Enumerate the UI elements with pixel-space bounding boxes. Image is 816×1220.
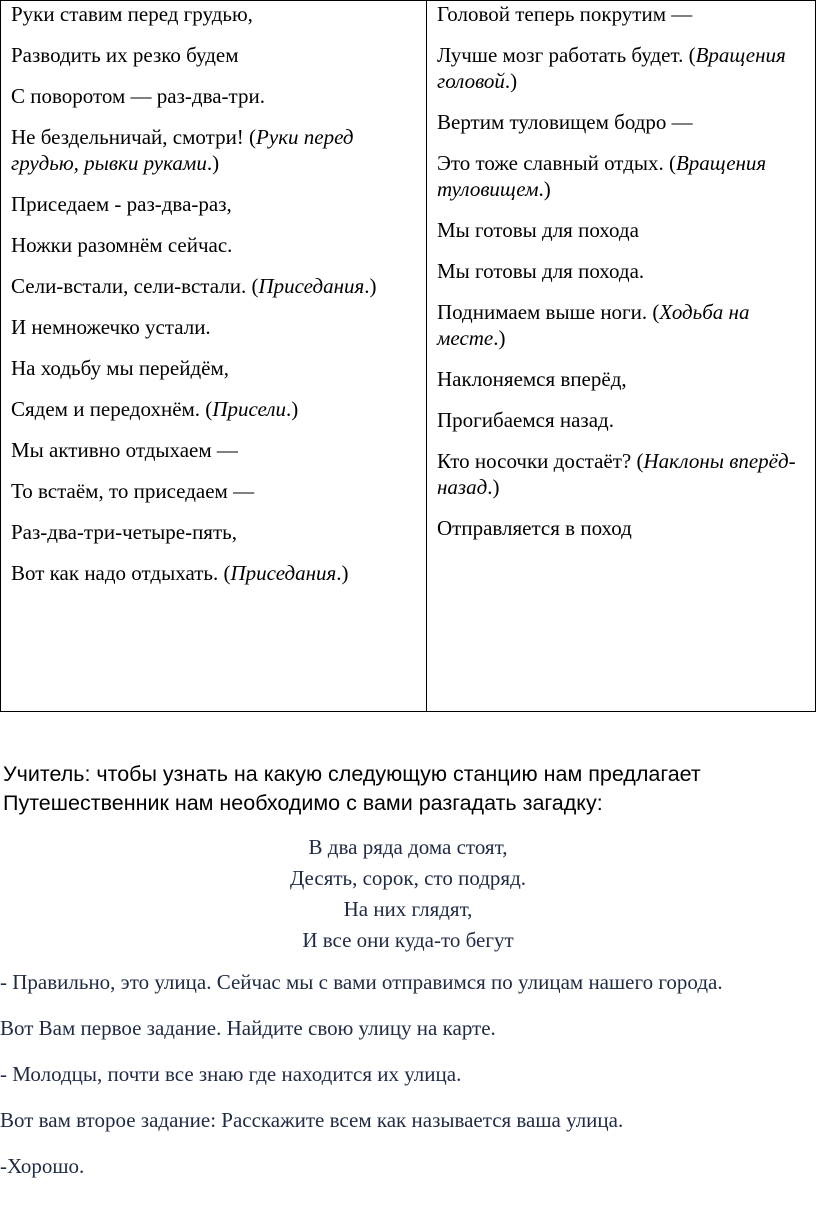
riddle-block bbox=[0, 832, 816, 956]
dialog-line: Вот Вам первое задание. Найдите свою улицу на карте. bbox=[0, 1016, 496, 1040]
poem-line bbox=[11, 273, 418, 299]
poem-line bbox=[11, 42, 418, 68]
poem-line bbox=[11, 560, 418, 586]
poem-line-stage-direction: Приседания bbox=[258, 274, 365, 298]
poem-line-text: Вертим туловищем бодро — bbox=[437, 110, 693, 134]
poem-line-text: И немножечко устали. bbox=[11, 315, 211, 339]
poem-line-punctuation: .) bbox=[285, 397, 299, 421]
poem-line-punctuation: .) bbox=[504, 69, 518, 93]
poem-line-text: Это тоже славный отдых. ( bbox=[437, 151, 676, 175]
poem-line bbox=[437, 150, 807, 202]
poem-line-text: Приседаем - раз-два-раз, bbox=[11, 192, 232, 216]
poem-line-text: Вот как надо отдыхать. ( bbox=[11, 561, 231, 585]
dialog-line: - Молодцы, почти все знаю где находится их улица. bbox=[0, 1062, 462, 1086]
poem-line-text: Сядем и передохнём. ( bbox=[11, 397, 213, 421]
poem-line-text: Кто носочки достаёт? ( bbox=[437, 449, 644, 473]
poem-line-text: Мы готовы для похода. bbox=[437, 259, 645, 283]
poem-line-text: Мы готовы для похода bbox=[437, 218, 639, 242]
poem-line bbox=[11, 1, 418, 27]
poem-line bbox=[437, 109, 807, 135]
poem-column-right bbox=[427, 1, 816, 712]
poem-line bbox=[11, 83, 418, 109]
poem-line bbox=[437, 217, 807, 243]
riddle-line: И все они куда-то бегут bbox=[302, 928, 514, 952]
dialog-line: -Хорошо. bbox=[0, 1154, 85, 1178]
poem-line-text: Руки ставим перед грудью, bbox=[11, 2, 253, 26]
poem-line-text: То встаём, то приседаем — bbox=[11, 479, 255, 503]
poem-line bbox=[437, 258, 807, 284]
poem-line-punctuation: .) bbox=[206, 151, 220, 175]
poem-line bbox=[11, 355, 418, 381]
riddle-line: В два ряда дома стоят, bbox=[308, 835, 508, 859]
poem-line bbox=[11, 232, 418, 258]
poem-line-text: Отправляется в поход bbox=[437, 516, 632, 540]
poem-line bbox=[437, 1, 807, 27]
poem-line-stage-direction: Приседания bbox=[230, 561, 337, 585]
poem-line-stage-direction: Руки перед грудью, рывки руками bbox=[11, 125, 354, 175]
poem-line bbox=[11, 396, 418, 422]
poem-line-text: Разводить их резко будем bbox=[11, 43, 239, 67]
poem-line-punctuation: .) bbox=[493, 326, 506, 350]
poem-line-text: Не бездельничай, смотри! ( bbox=[11, 125, 257, 149]
poem-line-stage-direction: Вращения головой bbox=[437, 43, 786, 93]
poem-line bbox=[11, 124, 418, 176]
poem-line bbox=[437, 299, 807, 351]
poem-line-punctuation: .) bbox=[336, 561, 349, 585]
poem-line-punctuation: .) bbox=[364, 274, 377, 298]
poem-line-text: Наклоняемся вперёд, bbox=[437, 367, 627, 391]
poem-line-punctuation: .) bbox=[487, 475, 500, 499]
poem-line bbox=[11, 314, 418, 340]
poem-line-stage-direction: Наклоны вперёд-назад bbox=[437, 449, 796, 499]
dialog-block bbox=[0, 967, 812, 1197]
poem-line bbox=[437, 407, 807, 433]
poem-line-text: Прогибаемся назад. bbox=[437, 408, 614, 432]
poem-line bbox=[437, 366, 807, 392]
poem-line-text: Головой теперь покрутим — bbox=[437, 2, 693, 26]
poem-line bbox=[437, 515, 807, 541]
riddle-line: На них глядят, bbox=[343, 897, 473, 921]
poem-column-left bbox=[1, 1, 427, 712]
riddle-line: Десять, сорок, сто подряд. bbox=[289, 866, 527, 890]
poem-line-text: С поворотом — раз-два-три. bbox=[11, 84, 265, 108]
poem-line-text: Мы активно отдыхаем — bbox=[11, 438, 238, 462]
poem-line-text: Поднимаем выше ноги. ( bbox=[437, 300, 660, 324]
poem-line bbox=[11, 191, 418, 217]
teacher-instruction: Учитель: чтобы узнать на какую следующую станцию нам предлагает Путешественник нам необходимо с вами разгадать загадку: bbox=[3, 762, 701, 815]
poem-line-text: Ножки разомнём сейчас. bbox=[11, 233, 233, 257]
dialog-line: - Правильно, это улица. Сейчас мы с вами отправимся по улицам нашего города. bbox=[0, 970, 723, 994]
poem-line bbox=[11, 437, 418, 463]
poem-line-text: Лучше мозг работать будет. ( bbox=[437, 43, 696, 67]
poem-line bbox=[11, 478, 418, 504]
poem-line bbox=[437, 42, 807, 94]
poem-line-stage-direction: Ходьба на месте bbox=[437, 300, 750, 350]
poem-line bbox=[437, 448, 807, 500]
table-row bbox=[1, 1, 816, 712]
poem-line bbox=[11, 519, 418, 545]
dialog-line: Вот вам второе задание: Расскажите всем как называется ваша улица. bbox=[0, 1108, 624, 1132]
poem-line-text: Сели-встали, сели-встали. ( bbox=[11, 274, 259, 298]
poem-line-text: На ходьбу мы перейдём, bbox=[11, 356, 230, 380]
poem-line-stage-direction: Вращения туловищем bbox=[437, 151, 767, 201]
poem-line-stage-direction: Присели bbox=[212, 397, 286, 421]
poem-line-text: Раз-два-три-четыре-пять, bbox=[11, 520, 237, 544]
poem-line-punctuation: .) bbox=[538, 177, 551, 201]
